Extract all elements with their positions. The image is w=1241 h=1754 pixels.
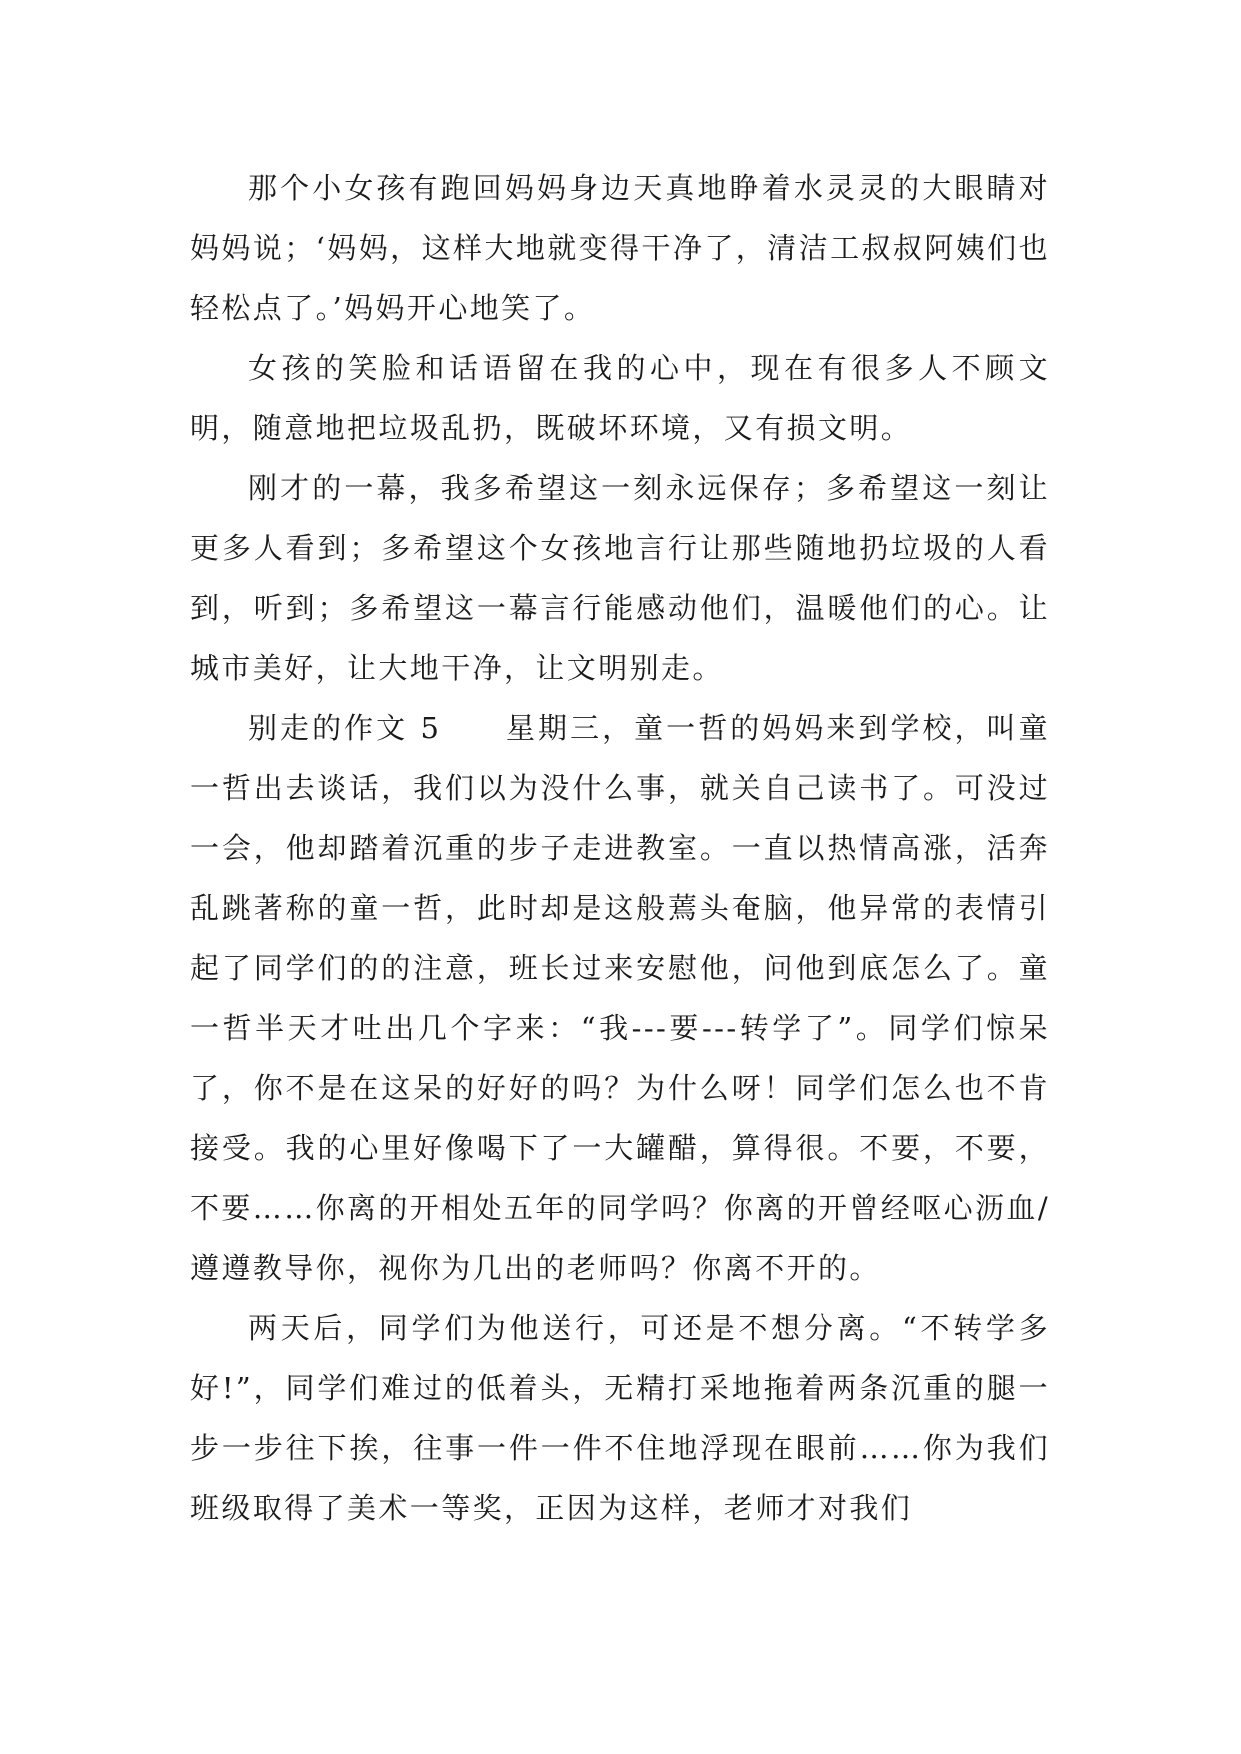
paragraph: 那个小女孩有跑回妈妈身边天真地睁着水灵灵的大眼睛对妈妈说；‘妈妈，这样大地就变得干净了，清洁工叔叔阿姨们也轻松点了。’妈妈开心地笑了。 [190, 171, 1050, 325]
paragraph: 女孩的笑脸和话语留在我的心中，现在有很多人不顾文明，随意地把垃圾乱扔，既破坏环境，又有损文明。 [190, 351, 1050, 445]
paragraph: 两天后，同学们为他送行，可还是不想分离。“不转学多好!”，同学们难过的低着头，无精打采地拖着两条沉重的腿一步一步往下挨，往事一件一件不住地浮现在眼前……你为我们班级取得了美术一等奖，正因为这样，老师才对我们 [190, 1311, 1050, 1525]
document-body [190, 158, 1050, 1538]
paragraph: 刚才的一幕，我多希望这一刻永远保存；多希望这一刻让更多人看到；多希望这个女孩地言行让那些随地扔垃圾的人看到，听到；多希望这一幕言行能感动他们，温暖他们的心。让城市美好，让大地干净，让文明别走。 [190, 471, 1050, 685]
paragraph: 别走的作文 5 星期三，童一哲的妈妈来到学校，叫童一哲出去谈话，我们以为没什么事，就关自己读书了。可没过一会，他却踏着沉重的步子走进教室。一直以热情高涨，活奔乱跳著称的童一哲，此时却是这般蔫头奄脑，他异常的表情引起了同学们的的注意，班长过来安慰他，问他到底怎么了。童一哲半天才吐出几个字来：“我---要---转学了”。同学们惊呆了，你不是在这呆的好好的吗？为什么呀！同学们怎么也不肯接受。我的心里好像喝下了一大罐醋，算得很。不要，不要，不要……你离的开相处五年的同学吗？你离的开曾经呕心沥血/遵遵教导你，视你为几出的老师吗？你离不开的。 [190, 711, 1050, 1285]
